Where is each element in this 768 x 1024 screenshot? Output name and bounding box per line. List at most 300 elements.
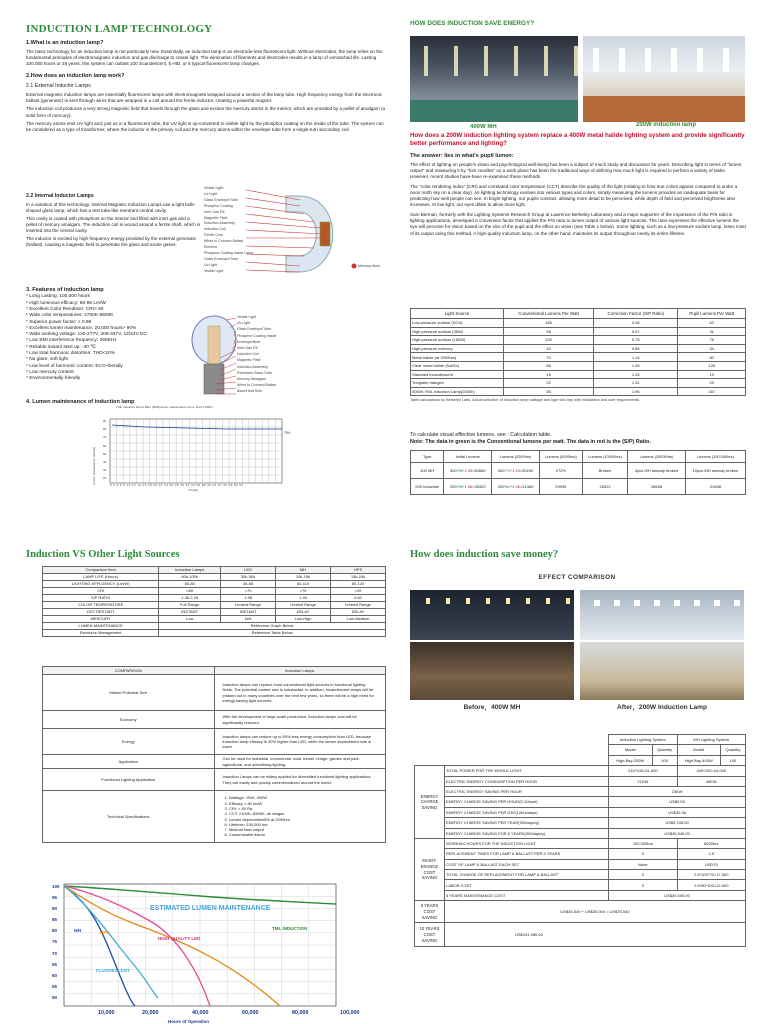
diagram-label: Visible Light (204, 268, 224, 273)
red-val: *1.96 (462, 484, 473, 490)
paragraph: In a variation of this technology. Internal Magnetic Induction Lamps use a light bulb-shaped glass lamp, which has a test tube-like reentrant central cavity. (26, 201, 196, 213)
table-row (411, 327, 746, 336)
table-cell: 45-65 (221, 581, 276, 588)
table-row (415, 818, 746, 828)
spec-item: 2. Efficacy > 80 lm/W (224, 800, 263, 806)
table-cell: Limited Range (221, 602, 276, 609)
label-mh: MH (74, 928, 81, 933)
green-val: *85 (456, 468, 463, 474)
table-cell: MERCURY (43, 616, 159, 623)
header-cell: HPS (331, 567, 386, 574)
table-row (415, 849, 746, 859)
table-cell: TOTAL CHARGE OF REPLACEMENT FOR LAMP & BALLAST (445, 870, 609, 880)
table-row (411, 387, 746, 396)
header-cell: Lumens (2000hrs) (492, 451, 540, 463)
table-row (43, 602, 386, 609)
table-cell: LAMP LIFE (Hours) (43, 574, 159, 581)
table-cell: 1.49 (594, 361, 678, 370)
lead-question: How does a 200W induction lighting system replace a 400W metal halide lighting system and provide significantly better performance and lighting? (410, 132, 745, 147)
table-cell: 85 (504, 387, 594, 396)
table-cell: >70 (221, 588, 276, 595)
chart-ylabel: Lumen maintenance ratio(%) (91, 446, 96, 486)
comparison-table-2 (42, 666, 386, 866)
diagram-label: Uv Light (204, 191, 218, 196)
table-cell: ELECTRIC ENERGY SAVING PER HOUR (445, 786, 609, 796)
section-heading: 2.How does an induction lamp work? (26, 73, 125, 80)
table-row (43, 581, 386, 588)
table-cell: 29095 (539, 479, 582, 495)
chart-svg (86, 411, 300, 493)
table-cell: Can be used for industrial, commercial, road, tunnel, bridge, garden and park, agricultural, and advertising lighting. (214, 755, 386, 769)
diagram-label: Glass Envelope/Tube (237, 327, 272, 332)
table-cell: DELAY (331, 609, 386, 616)
x-tick: 60,000 (242, 1010, 259, 1016)
diagram-label: Glass Envelope/Tube (204, 256, 239, 261)
table-cell: Functional Lighting Application (43, 769, 215, 791)
table-row (415, 745, 746, 755)
table-row (415, 828, 746, 838)
table-row (411, 463, 746, 479)
y-tick: 100 (52, 884, 60, 889)
table-cell: 2pcs MH already broken (628, 463, 685, 479)
table-cell: TOTAL POWER FOR THE WHOLE LIGHT (445, 766, 609, 776)
table-row (415, 880, 746, 890)
table-cell: 440*100=44,000 (677, 766, 745, 776)
diagram-label: Base/Heat Sink (237, 389, 262, 394)
table-row (43, 630, 386, 637)
table-cell: 15 (504, 370, 594, 379)
diagram-label: Phosphor Coating Inside Lamp (204, 250, 254, 255)
table-note: Table calculations by Berkeley Labs. Actual selection of induction lamp wattage and type will vary with installation and user requirements. (410, 398, 640, 403)
table-cell: 5 YEARS COST SAVING (415, 901, 445, 923)
table-cell: 0 (609, 870, 677, 880)
table-cell: LABOR COST (445, 880, 609, 890)
table-cell: 0 (609, 849, 677, 859)
y-tick: 60 (103, 443, 107, 448)
paragraph: The basic technology for an induction lamp is not particularly new. Essentially, an induction lamp is an electrode-less fluorescent light. Without electrodes, the lamp relies on the fundamental principles of electromagnetic induction and gas discharge to create light. The elimination of filaments and electrodes results in a lamp of unmatched life. Lasting 100,000 hours or 25 years, this system can outlast 100 incandescent, 5 HID, or 5 typical fluorescent lamp changes. (26, 48, 383, 67)
y-tick: 90 (52, 906, 58, 912)
header-cell: Lumens (10000hrs) (582, 451, 628, 463)
table-cell: MAINT-ENANCE COST SAVING (415, 838, 445, 900)
table-cell: Reference Graph Below (159, 623, 386, 630)
graph-title: ESTIMATED LUMEN MAINTENANCE (150, 905, 271, 912)
y-tick: 70 (52, 950, 58, 956)
table-cell: Low (159, 616, 221, 623)
table-cell: 100,000hrs (609, 838, 677, 848)
table-cell: 55 (504, 327, 594, 336)
table-cell: 100 (504, 336, 594, 345)
table-cell: 15k-24k (331, 574, 386, 581)
note-line: Note: The data in green is the Conventional lumens per watt. The data in red is the (S/P) Ratio. (410, 439, 651, 446)
answer-heading: The answer: lies in what's pupil lumen: (410, 152, 514, 159)
table-cell: 0.62 (331, 595, 386, 602)
table-row (43, 791, 386, 843)
table-cell: 30k-50k (221, 574, 276, 581)
table-row (43, 616, 386, 623)
table-cell: US$9,108.00 (609, 818, 746, 828)
table-cell: US$45,540.00 (609, 828, 746, 838)
y-tick: 50 (103, 451, 107, 456)
header-cell: Comparison Item (43, 567, 159, 574)
mercury-atom-label: Mercury Atom (358, 264, 381, 268)
table-row (415, 890, 746, 900)
table-cell: 165 (504, 319, 594, 328)
feature-item: * Wide working voltage: 120-277V, 208-347V, 12/24V DC (26, 332, 147, 338)
table-cell: Energy (43, 729, 215, 755)
table-cell: 2.5*50*100=12,500 (677, 880, 745, 890)
table-row (411, 336, 746, 345)
table-cell: 10k-15k (276, 574, 331, 581)
table-cell: MH Lighting System (677, 735, 745, 745)
table-cell: Limited Range (331, 602, 386, 609)
label-led: HIGH QUALITY LED (158, 936, 201, 941)
feature-item: * Excellent Color Rendition: CRI> 80 (26, 306, 104, 312)
table (42, 566, 386, 637)
table-row (43, 609, 386, 616)
table-row (415, 776, 746, 786)
table-cell: COST OF LAMP & BALLAST EACH SET (445, 859, 609, 869)
table-cell: 200 Induction (411, 479, 444, 495)
table-cell: 80-120 (331, 581, 386, 588)
table-cell: REPLACEMENT TIMES FOR LAMP & BALLAST PER 5 YEARS (445, 849, 609, 859)
table-cell: 5000K YML induction Lamp(2000h) (411, 387, 504, 396)
table-cell: Low-High (276, 616, 331, 623)
table-header-row (411, 309, 746, 319)
table-cell: 40 (504, 344, 594, 353)
table-cell: >20 (331, 588, 386, 595)
table-cell: 2.5*100*70=17,500 (677, 870, 745, 880)
table-cell: High-pressure mercury (411, 344, 504, 353)
table-cell: 0 (609, 880, 677, 890)
chart-xlabel: Time(h) (188, 488, 199, 492)
table-cell: 65-80 (159, 581, 221, 588)
table (414, 734, 746, 947)
y-tick: 20 (103, 476, 107, 481)
internal-inductor-diagram (186, 314, 386, 396)
table-row (415, 755, 746, 765)
paragraph: The "color rendering index" (CRI) and correlated color temperature (CCT) describe the quality of the light (relating to how true colors appear compared to under a noon north sky on a clear day). As lighting technology evolves into various types and colors, simply measuring the lumens provides an inadequate basis for predicting how well people can see. In bright lighting, our pupils contract, allowing more detail to be perceived, while depth of field and perceived brightness also increases. In low light, our eyes dilate to allow more light. (410, 184, 738, 208)
table-cell: High-pressure sodium (150W) (411, 336, 504, 345)
red-val: *1.49 (510, 468, 520, 474)
header-cell: LED (221, 567, 276, 574)
table-row (415, 766, 746, 776)
chart-title: YML Induction lamps Barn (80W)lumen maintenance curve Test (2,500h) (116, 405, 213, 409)
caption-200w: 200W induction lamp (636, 122, 697, 128)
table-cell: Low-Medium (331, 616, 386, 623)
table-row (43, 769, 386, 791)
comparison-table-1 (42, 566, 386, 666)
graph-svg (40, 876, 386, 1024)
table-cell: 0.86 (594, 344, 678, 353)
internal-inductor-text (26, 190, 201, 280)
green-val: *70 (504, 468, 511, 474)
header-cell: Induction Lamps (159, 567, 221, 574)
x-tick: 40,000 (192, 1010, 209, 1016)
table-cell: 85 (504, 361, 594, 370)
photo-before-bottom (410, 642, 574, 700)
table-header-row (415, 735, 746, 745)
table-cell: 60k-100k (159, 574, 221, 581)
paragraph: The mercury atoms emit UV light and, just as in a fluorescent tube, the UV light is up-converted to visible light by the phosphor coating on the inside of the tube. The system can be considered as a type of transformer, where the inductor is the primary coil and the mercury atoms within the envelope tube form a single-turn secondary coil. (26, 120, 384, 132)
table-cell: INSTANT (159, 609, 221, 616)
table-row (415, 923, 746, 947)
y-tick: 80 (103, 427, 107, 432)
calc-table (410, 450, 746, 495)
v: =30240 (519, 468, 534, 474)
table-cell: 10 YEARS COST SAVING (415, 923, 445, 947)
spec-item: 7. Minimal heat output (224, 827, 264, 833)
y-tick: 90 (103, 419, 107, 423)
table-cell: 272% (539, 463, 582, 479)
paragraph: Sam Berman, formerly with the Lighting Systems Research Group at Lawrence Berkeley Laboratory and a major supporter of the importance of the P/S ratio in lighting applications, developed a conversion factor that applies the P/S ratio to lumen output of various light sources. The ratio expresses the effective lumens the eye will perceive for vision based on the size of the pupil and the effect on vision (see Table 1 below). Some lighting, such as a low-pressure sodium lamp, loses most of its output using this method. A high-quality induction lamp, on the other hand, maintains its output throughout nearly its entire lifetime. (410, 212, 746, 236)
feature-item: * Low total harmonic distortion: THD<10% (26, 351, 116, 357)
bulb-diagram-svg (186, 314, 386, 396)
table-cell: 23KW (609, 786, 746, 796)
table-cell: 26658 (628, 479, 685, 495)
paragraph: The inductor is excited by high frequency energy provided by the external generator (ballast), causing a magnetic field to penetrate the glass and excite gases. (26, 236, 197, 248)
feature-item: * Low mercury content (26, 369, 74, 375)
caption-400w: 400W MH (470, 124, 497, 130)
table-cell: ENERGY CHARGE SAVING (415, 766, 445, 839)
table-cell: ENERGY CHARGE SAVING FOR 5 YEARS(300days/y) (445, 828, 609, 838)
table-cell (214, 791, 386, 843)
diagram-label: Envelope/Bulb (237, 339, 261, 344)
table-row (415, 807, 746, 817)
diagram-label: Wires to Connect Ballast (204, 239, 244, 244)
y-ticks (52, 881, 60, 1003)
table-cell: 70 (504, 353, 594, 362)
table-cell: 0.38 (594, 319, 678, 328)
table-cell: Technical Specifications (43, 791, 215, 843)
table-row (411, 353, 746, 362)
green-val: *85 (456, 484, 463, 490)
photo-400w-mh (410, 36, 578, 122)
y-tick: 75 (52, 939, 58, 945)
header-cell: Lumens (5000hrs) (539, 451, 582, 463)
table-cell: 167 (678, 387, 746, 396)
table-row (43, 623, 386, 630)
section-heading: 1.What is an induction lamp? (26, 39, 104, 46)
table-cell: 19 (678, 370, 746, 379)
header-cell: COMPARISON (43, 667, 215, 675)
table-cell: Clear metal halide (Na/Sc) (411, 361, 504, 370)
table-cell: Induction lamps can reduce up to 50% less energy consumption than LED, because induction lamp efficacy is 30% higher than LED, while the lumen depreciation rate is lower. (214, 729, 386, 755)
y-tick: 70 (103, 435, 107, 440)
table-row (43, 675, 386, 711)
table-row (411, 379, 746, 388)
section-heading: 4. Lumen maintenance of induction lamp (26, 399, 135, 405)
y-tick: 55 (52, 983, 58, 989)
table-cell: 21KW (609, 776, 677, 786)
label-induction: TML INDUCTION (272, 926, 308, 931)
quadrant-save-money (410, 548, 744, 568)
feature-item: * Environmentally friendly (26, 376, 81, 382)
table-cell: 22 (504, 379, 594, 388)
table-cell: 31 (678, 327, 746, 336)
table-cell: 0.76 (594, 336, 678, 345)
table-cell: LUMEN MAINTENANCE (43, 623, 159, 630)
table-cell (444, 479, 492, 495)
features-list (26, 294, 206, 382)
header-cell: Pupil Lumens Per Watt (678, 309, 746, 319)
table-cell: Tungsten halogen (411, 379, 504, 388)
photo-200w-induction (583, 36, 745, 122)
calc-block (410, 432, 746, 498)
lamp-diagram-svg (204, 186, 384, 278)
feature-item: * High luminous efficacy: 65-85 Lm/W (26, 300, 106, 306)
table-row (43, 755, 386, 769)
table-cell: 1.49 (276, 595, 331, 602)
table-row (43, 588, 386, 595)
v: 200 (497, 484, 505, 490)
table-cell: With the development of large-scale production, induction lamps cost will be significantly reduced. (214, 711, 386, 729)
spec-item: 3. CRI: > 80 Ra (224, 805, 253, 811)
table-cell: 76 (678, 336, 746, 345)
feature-item: * No glare, soft light (26, 357, 68, 363)
section-heading: 3. Features of induction lamp (26, 287, 104, 293)
table-cell: 29 (678, 379, 746, 388)
table-cell: 60-110 (276, 581, 331, 588)
feature-item: * Low level of harmonic content: ECO-friendly (26, 363, 123, 369)
diagram-label: Visible Light (204, 186, 224, 190)
table-header-row (43, 567, 386, 574)
table-row (43, 729, 386, 755)
table-row (411, 361, 746, 370)
feature-item: * Wide color temperatures: 2700K-6500K (26, 313, 114, 319)
table-cell: 1.98 (221, 595, 276, 602)
table-cell: 1.46-2.25 (159, 595, 221, 602)
y-tick: 60 (52, 972, 58, 978)
page-title: INDUCTION LAMP TECHNOLOGY (26, 23, 213, 35)
table-header-row (411, 451, 746, 463)
table-cell: US$30.36 (609, 807, 746, 817)
paragraph: The induction coil produces a very strong magnetic field that travels through the glass and excites the mercury atoms in the interior, which are provided by a pellet of amalgam (a solid form of mercury). (26, 106, 386, 118)
table-cell: DELAY (276, 609, 331, 616)
table-cell: 44KW (677, 776, 745, 786)
feature-item: * Reliable instant start up: -40 ℃ (26, 344, 96, 350)
table-cell: CRI (43, 588, 159, 595)
table-row (415, 838, 746, 848)
x-tick: 20,000 (142, 1010, 159, 1016)
table-cell: Low-pressure sodium (SOX) (411, 319, 504, 328)
table-cell: US$2.53 (609, 797, 746, 807)
photo-after-bottom (580, 642, 744, 700)
diagram-label: Phosphor Coating Inside (237, 333, 277, 338)
v: =33320 (472, 484, 486, 490)
table-cell: 400 MH (411, 463, 444, 479)
y-tick: 95 (52, 895, 58, 901)
table-cell: Reference Table Below (159, 630, 386, 637)
table-cell: Quantity (652, 745, 677, 755)
table-cell (444, 463, 492, 479)
paragraph: This cavity is coated with phosphors on the interior and filled with inert gas and a pellet of mercury amalgam. The induction coil is wound around a ferrite shaft, which is inserted into the central cavity. (26, 215, 201, 234)
diagram-label: Glass Envelope/Tube (204, 197, 239, 202)
diagram-label: Ferrite Core (204, 233, 224, 238)
lumen-maint-graph (40, 876, 386, 1024)
table-row (415, 901, 746, 923)
feature-item: * Low EMI interference frequency: 250KHz (26, 338, 117, 344)
table-cell: High-pressure sodium (35W) (411, 327, 504, 336)
table-cell: Induction lamps can replace most conventional light sources in functional lighting fields. The potential market size is substantial. In addition, incandescent lamps will be phased out in many countries over the next few years, so there will be a high need for energy-saving light sources. (214, 675, 386, 711)
section-title: Induction VS Other Light Sources (26, 549, 180, 560)
diagram-label: Inert Gas Fill (204, 209, 225, 214)
diagram-label: Magnetic Field (237, 358, 261, 363)
y-tick: 50 (52, 994, 58, 1000)
v: 400 (450, 468, 457, 474)
diagram-label: Induction Assembly (204, 221, 235, 226)
series-fluorescent (64, 886, 158, 998)
table-row (411, 344, 746, 353)
table-cell: HOT RESTART (43, 609, 159, 616)
diagram-label: Phosphor Coating (204, 203, 233, 208)
diagram-label: Reentrant Glass Tube (237, 370, 272, 375)
header-cell: Type (411, 451, 444, 463)
diagram-label: Mercury Amalgam (237, 377, 266, 382)
table-cell: Model (677, 745, 720, 755)
x-tick: 100,000 (340, 1010, 360, 1016)
y-tick: 40 (103, 460, 107, 465)
sp-ratio-table (410, 308, 746, 418)
table-row (411, 370, 746, 379)
table-row (43, 595, 386, 602)
table-row (415, 870, 746, 880)
table-cell: 21658 (685, 479, 745, 495)
external-inductor-diagram (204, 186, 384, 278)
table-cell: 5 YEARS MAINTENANCE COST (445, 890, 609, 900)
feature-item: * Long Lasting: 100,000 hours (26, 294, 91, 300)
x-tick: 10,000 (98, 1010, 115, 1016)
header-cell: Lumens (100,000hrs) (685, 451, 745, 463)
table-cell: US$151,080.00 (445, 923, 746, 947)
table (410, 308, 746, 396)
table-cell: Quantity (720, 745, 745, 755)
table-cell: 1.14 (594, 353, 678, 362)
table-cell (415, 755, 609, 765)
table-cell: 80 (678, 353, 746, 362)
table-row (43, 711, 386, 729)
y-tick: 80 (52, 928, 58, 934)
photo-after-top (580, 590, 744, 640)
table-header-row (43, 667, 386, 675)
before-caption: Before，400W MH (463, 704, 521, 711)
table-cell: US$45,540 + US$30,000 = US$75,540 (445, 901, 746, 923)
cost-table (414, 734, 746, 1024)
table-cell: 8000hrs (677, 838, 745, 848)
table-cell: Broken (582, 463, 628, 479)
table-row (415, 797, 746, 807)
spec-item: 1. Wattage: 15W--400W (224, 795, 268, 801)
table-cell: ENERGY CHARGE SAVING PER YEAR(300days/y) (445, 818, 609, 828)
x-tick: 80,000 (292, 1010, 309, 1016)
table-cell: INSTANT (221, 609, 276, 616)
v: 200 (450, 484, 457, 490)
table-cell: WORKING HOURS FOR THE INDUCTION LIGHT (445, 838, 609, 848)
table-cell: None (609, 859, 677, 869)
table-cell: 100 (720, 755, 745, 765)
table-cell: ENERGY CHARGE SAVING PER HOUR(0.11/kwh) (445, 797, 609, 807)
paragraph: The effect of lighting on people's vision and psychological well-being has been a subject of much study and discussion for years. Describing light in terms of "lumen output" and measuring it by "foot candles" on a work plane has been the traditional ways of defining how much light is required to perform a variety of tasks. However, recent studies have-have re-examined these methods. (410, 161, 742, 179)
table-cell: Full Range (159, 602, 221, 609)
series-mh (64, 886, 135, 1006)
spec-item: 4. CCT: 2100K--6500K, all ranges (224, 811, 285, 817)
feature-item: * Excellent lumen maintenance: 20,000 hours> 90% (26, 325, 137, 331)
diagram-label: Wires to Connect Ballast (237, 383, 277, 388)
table-cell: Induction Lighting System (609, 735, 677, 745)
spec-item: 8. Customizable fixture (224, 832, 266, 838)
table-row (43, 574, 386, 581)
table-cell: 1.96 (594, 387, 678, 396)
diagram-label: Induction Coil (204, 227, 226, 232)
